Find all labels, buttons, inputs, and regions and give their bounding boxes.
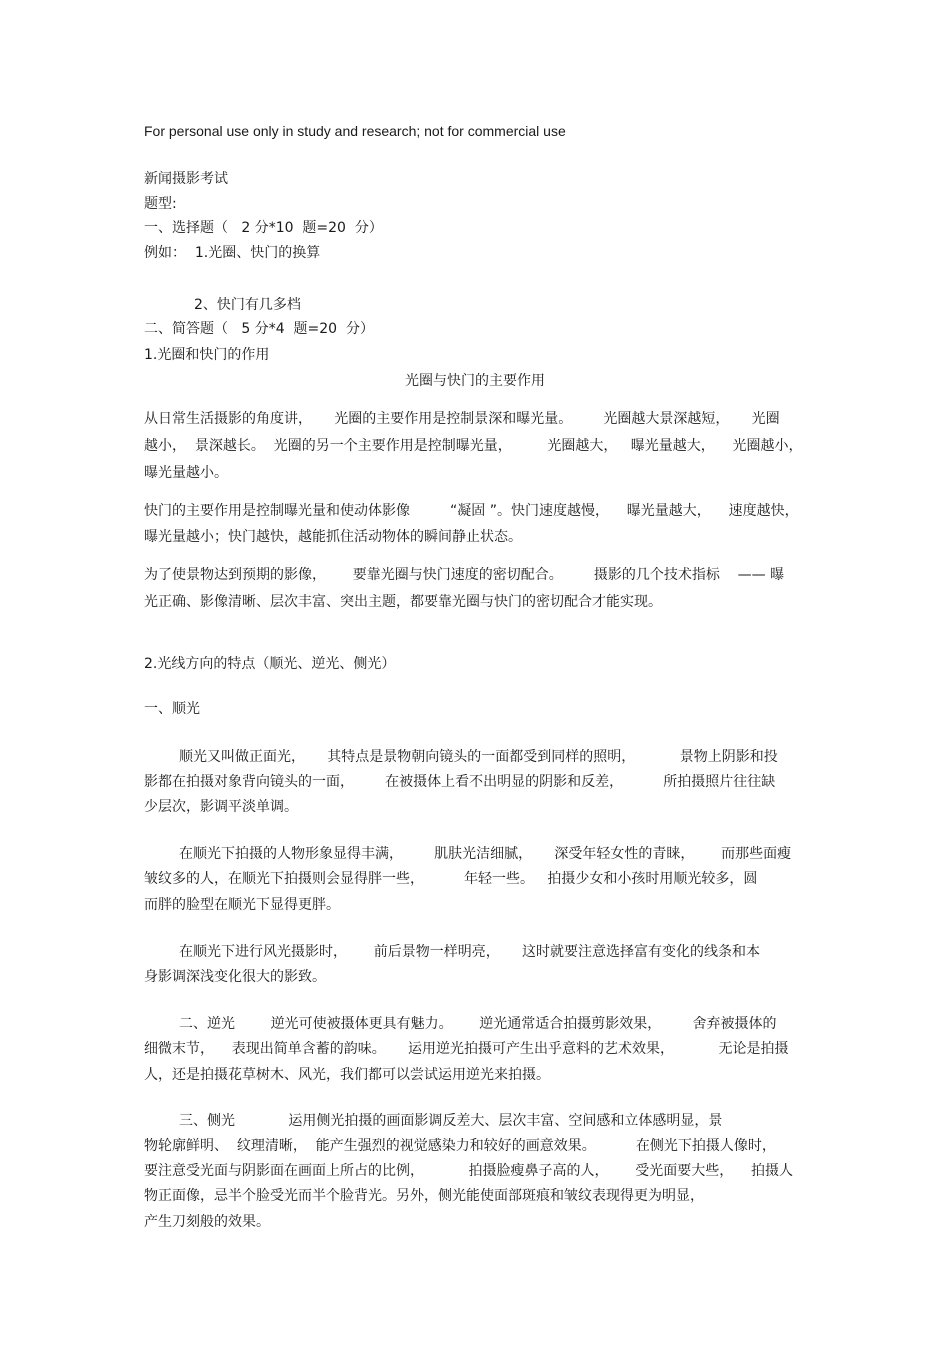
para8-line: 物正面像，忌半个脸受光而半个脸背光。另外，侧光能使面部斑痕和皱纹表现得更为明显， bbox=[144, 1188, 704, 1204]
para7-line: 人，还是拍摄花草树木、风光，我们都可以尝试运用逆光来拍摄。 bbox=[144, 1067, 550, 1083]
para6-line: 在顺光下进行风光摄影时， 前后景物一样明亮， 这时就要注意选择富有变化的线条和本 bbox=[179, 944, 760, 960]
para4-line: 顺光又叫做正面光， 其特点是景物朝向镜头的一面都受到同样的照明， 景物上阴影和投 bbox=[179, 749, 778, 765]
para2-line: 曝光量越小；快门越快，越能抓住活动物体的瞬间静止状态。 bbox=[144, 529, 522, 545]
subsection-front-light: 一、顺光 bbox=[144, 701, 200, 717]
page-title: 新闻摄影考试 bbox=[144, 171, 228, 187]
type-label: 题型: bbox=[144, 196, 177, 212]
para5-line: 而胖的脸型在顺光下显得更胖。 bbox=[144, 897, 340, 913]
para1-line: 越小， 景深越长。 光圈的另一个主要作用是控制曝光量， 光圈越大， 曝光量越大， 光圈越小， bbox=[144, 438, 803, 454]
question-1: 1.光圈和快门的作用 bbox=[144, 347, 270, 363]
para1-line: 从日常生活摄影的角度讲， 光圈的主要作用是控制景深和曝光量。 光圈越大景深越短， 光圈 bbox=[144, 411, 780, 427]
disclaimer: For personal use only in study and research; not for commercial use bbox=[144, 123, 566, 139]
para5-line: 在顺光下拍摄的人物形象显得丰满， 肌肤光洁细腻， 深受年轻女性的青睐， 而那些面瘦 bbox=[179, 846, 792, 862]
question-2: 2.光线方向的特点（顺光、逆光、侧光） bbox=[144, 656, 396, 672]
example-line-2: 2、快门有几多档 bbox=[194, 297, 301, 313]
para4-line: 影都在拍摄对象背向镜头的一面， 在被摄体上看不出明显的阴影和反差， 所拍摄照片往往缺 bbox=[144, 774, 776, 790]
para3-line: 为了使景物达到预期的影像， 要靠光圈与快门速度的密切配合。 摄影的几个技术指标 —— 曝 bbox=[144, 567, 785, 583]
para7-line: 二、逆光 逆光可使被摄体更具有魅力。 逆光通常适合拍摄剪影效果， 舍弃被摄体的 bbox=[179, 1016, 777, 1032]
para8-line: 物轮廓鲜明、 纹理清晰， 能产生强烈的视觉感染力和较好的画意效果。 在侧光下拍摄人像时， bbox=[144, 1138, 776, 1154]
para2-line: 快门的主要作用是控制曝光量和使动体影像 “凝固 ”。快门速度越慢， 曝光量越大， 速度越快， bbox=[144, 503, 799, 519]
para8-line: 三、侧光 运用侧光拍摄的画面影调反差大、层次丰富、空间感和立体感明显，景 bbox=[179, 1113, 723, 1129]
para3-line: 光正确、影像清晰、层次丰富、突出主题，都要靠光圈与快门的密切配合才能实现。 bbox=[144, 594, 662, 610]
para6-line: 身影调深浅变化很大的影致。 bbox=[144, 969, 326, 985]
para8-line: 要注意受光面与阴影面在画面上所占的比例， 拍摄脸瘦鼻子高的人， 受光面要大些， 拍摄人 bbox=[144, 1163, 794, 1179]
question-1-heading: 光圈与快门的主要作用 bbox=[405, 373, 545, 389]
example-line-1: 例如： 1.光圈、快门的换算 bbox=[144, 245, 321, 261]
para1-line: 曝光量越小。 bbox=[144, 465, 228, 481]
para8-line: 产生刀刻般的效果。 bbox=[144, 1214, 270, 1230]
section-short-answer: 二、简答题（ 5 分*4 题=20 分） bbox=[144, 321, 374, 337]
para5-line: 皱纹多的人，在顺光下拍摄则会显得胖一些， 年轻一些。 拍摄少女和小孩时用顺光较多，圆 bbox=[144, 871, 758, 887]
para4-line: 少层次，影调平淡单调。 bbox=[144, 799, 298, 815]
para7-line: 细微末节， 表现出简单含蓄的韵味。 运用逆光拍摄可产生出乎意料的艺术效果， 无论是拍摄 bbox=[144, 1041, 789, 1057]
section-choice: 一、选择题（ 2 分*10 题=20 分） bbox=[144, 220, 383, 236]
